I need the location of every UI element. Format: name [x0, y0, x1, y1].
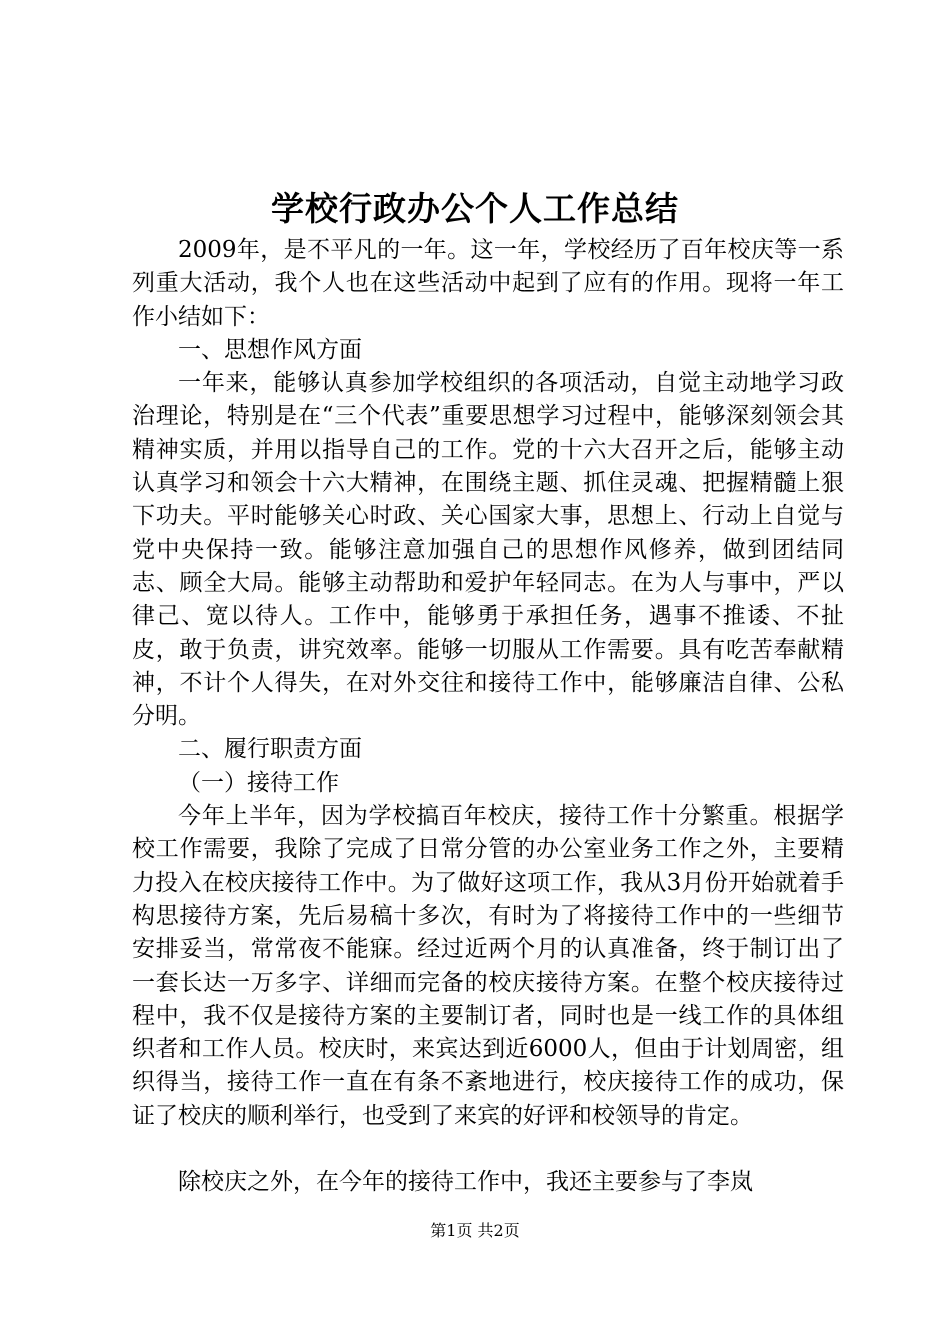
document-title: 学校行政办公个人工作总结	[271, 189, 679, 228]
document-body	[132, 234, 844, 1199]
section-heading-ideology: 一、思想作风方面	[178, 336, 362, 363]
reception-continued-paragraph: 除校庆之外，在今年的接待工作中，我还主要参与了李岚	[178, 1169, 753, 1196]
reception-paragraph: 今年上半年，因为学校搞百年校庆，接待工作十分繁重。根据学校工作需要，我除了完成了日常分管的办公室业务工作之外，主要精力投入在校庆接待工作中。为了做好这项工作，我从3月份开始就着手构思接待方案，先后易稿十多次，有时为了将接待工作中的一些细节安排妥当，常常夜不能寐。经过近两个月的认真准备，终于制订出了一套长达一万多字、详细而完备的校庆接待方案。在整个校庆接待过程中，我不仅是接待方案的主要制订者，同时也是一线工作的具体组织者和工作人员。校庆时，来宾达到近6000人，但由于计划周密，组织得当，接待工作一直在有条不紊地进行，校庆接待工作的成功，保证了校庆的顺利举行，也受到了来宾的好评和校领导的肯定。	[132, 803, 844, 1129]
page-number-footer: 第1页 共2页	[430, 1221, 520, 1240]
intro-paragraph: 2009年，是不平凡的一年。这一年，学校经历了百年校庆等一系列重大活动，我个人也在这些活动中起到了应有的作用。现将一年工作小结如下：	[132, 237, 844, 330]
subsection-heading-reception: （一）接待工作	[178, 769, 339, 796]
ideology-paragraph: 一年来，能够认真参加学校组织的各项活动，自觉主动地学习政治理论，特别是在“三个代表”重要思想学习过程中，能够深刻领会其精神实质，并用以指导自己的工作。党的十六大召开之后，能够主动认真学习和领会十六大精神，在围绕主题、抓住灵魂、把握精髓上狠下功夫。平时能够关心时政、关心国家大事，思想上、行动上自觉与党中央保持一致。能够注意加强自己的思想作风修养，做到团结同志、顾全大局。能够主动帮助和爱护年轻同志。在为人与事中，严以律己、宽以待人。工作中，能够勇于承担任务，遇事不推诿、不扯皮，敢于负责，讲究效率。能够一切服从工作需要。具有吃苦奉献精神，不计个人得失，在对外交往和接待工作中，能够廉洁自律、公私分明。	[132, 370, 844, 730]
section-heading-duties: 二、履行职责方面	[178, 736, 362, 763]
